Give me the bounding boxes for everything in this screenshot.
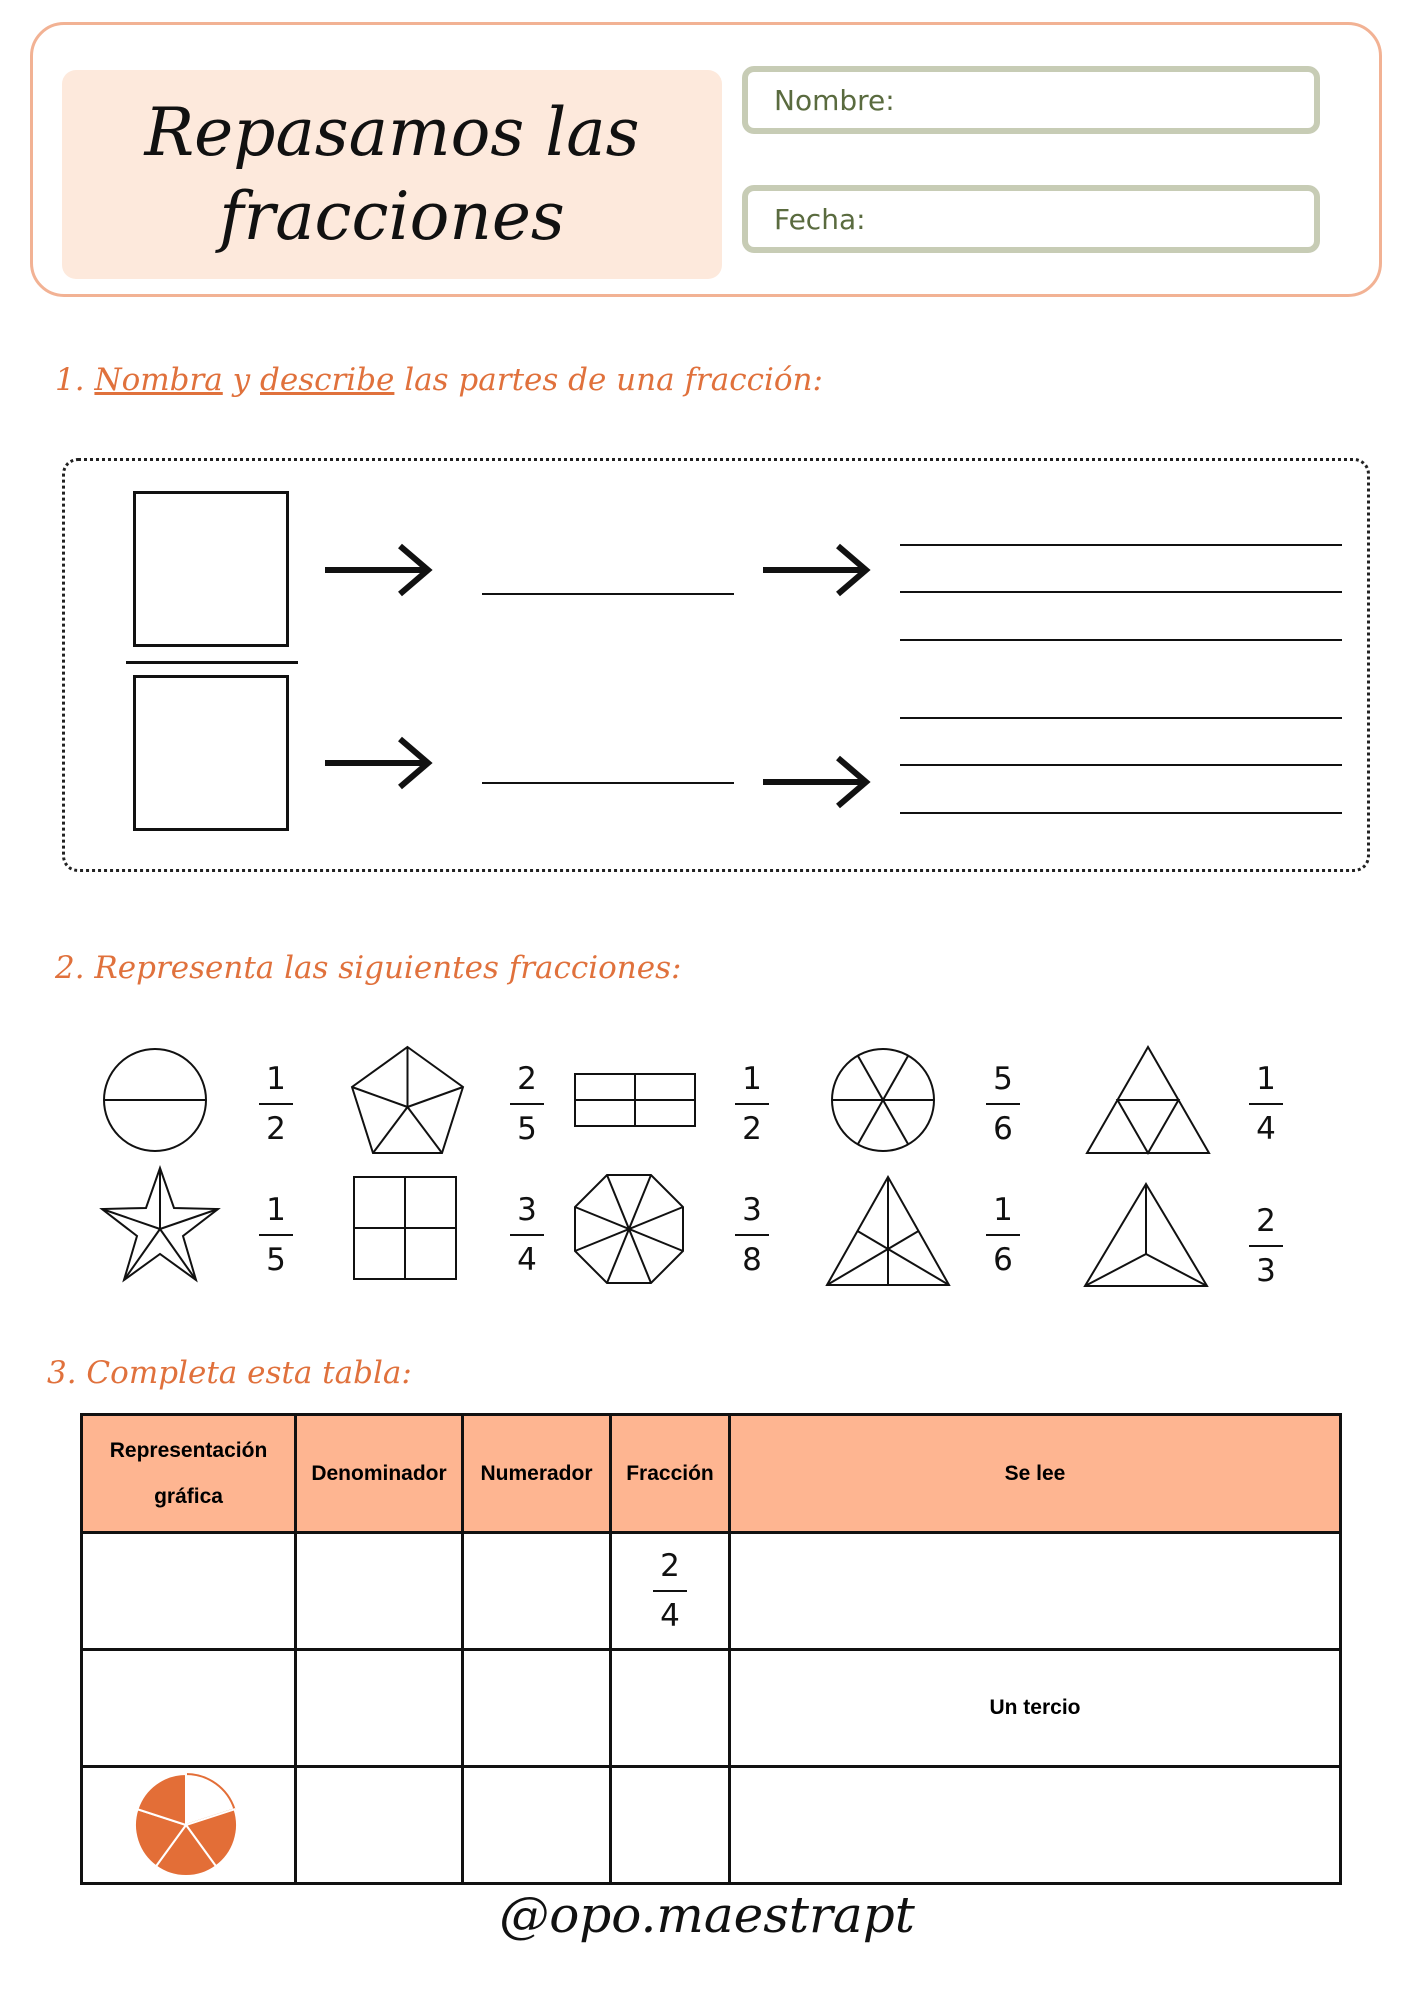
- title-line-1: Repasamos las: [144, 93, 640, 171]
- header-denominator: Denominador: [296, 1415, 463, 1533]
- fraction-label: 2 3: [1241, 1202, 1291, 1290]
- numerator-description-line[interactable]: [900, 544, 1342, 546]
- circle-sixths-shape[interactable]: [828, 1045, 938, 1155]
- triangle-quarters-shape[interactable]: [1085, 1045, 1211, 1155]
- octagon-eighths-shape[interactable]: [572, 1172, 686, 1286]
- section-1-number: 1.: [55, 362, 85, 398]
- section-1-title: [55, 362, 823, 398]
- circle-halves-shape[interactable]: [100, 1045, 210, 1155]
- arrow-icon: [758, 540, 878, 600]
- section-1-word-nombra: Nombra: [94, 362, 223, 398]
- denominator-name-line[interactable]: [482, 782, 734, 784]
- header-graphic-representation: Representación gráfica: [82, 1415, 296, 1533]
- numerator-description-line[interactable]: [900, 591, 1342, 593]
- arrow-icon: [320, 540, 440, 600]
- section-2-title: 2. Representa las siguientes fracciones:: [55, 950, 682, 986]
- title-line-2: fracciones: [219, 177, 565, 255]
- reading-text: Un tercio: [989, 1696, 1081, 1719]
- header-reading: Se lee: [730, 1415, 1341, 1533]
- fraction-bar: [126, 661, 298, 664]
- fraction-cell[interactable]: [611, 1650, 730, 1767]
- triangle-thirds-shape[interactable]: [1083, 1182, 1209, 1290]
- table-fraction: $\frac{2}{4}$: [645, 1547, 695, 1635]
- section-1-word-describe: describe: [260, 362, 395, 398]
- name-label: Nombre:: [774, 84, 895, 117]
- numerator-cell[interactable]: [463, 1650, 611, 1767]
- table-row: [82, 1767, 1341, 1884]
- denominator-description-line[interactable]: [900, 717, 1342, 719]
- fraction-label: 1 2: [251, 1060, 301, 1148]
- fraction-label: 1 2: [727, 1060, 777, 1148]
- name-field[interactable]: [742, 66, 1320, 134]
- triangle-sixths-shape[interactable]: [825, 1175, 951, 1287]
- graphic-cell: [82, 1767, 296, 1884]
- numerator-cell[interactable]: [463, 1767, 611, 1884]
- header-numerator: Numerador: [463, 1415, 611, 1533]
- graphic-cell[interactable]: [82, 1533, 296, 1650]
- reading-cell: [730, 1650, 1341, 1767]
- fraction-cell: [611, 1533, 730, 1650]
- square-quarters-shape[interactable]: [352, 1175, 458, 1281]
- numerator-cell[interactable]: [463, 1533, 611, 1650]
- pie-chart-fifths: [131, 1770, 241, 1880]
- fraction-label: 3 8: [727, 1191, 777, 1279]
- header-fraction: Fracción: [611, 1415, 730, 1533]
- fraction-label: 3 4: [502, 1191, 552, 1279]
- denominator-cell[interactable]: [296, 1533, 463, 1650]
- numerator-box[interactable]: [133, 491, 289, 647]
- fraction-label: 1 5: [251, 1191, 301, 1279]
- section-1-connector: y: [232, 362, 251, 398]
- denominator-cell[interactable]: [296, 1767, 463, 1884]
- denominator-description-line[interactable]: [900, 812, 1342, 814]
- denominator-box[interactable]: [133, 675, 289, 831]
- section-1-rest: las partes de una fracción:: [404, 362, 823, 398]
- worksheet-title: [62, 70, 722, 279]
- arrow-icon: [758, 752, 878, 812]
- rectangle-quarters-shape[interactable]: [573, 1072, 697, 1128]
- fraction-label: 1 4: [1241, 1060, 1291, 1148]
- numerator-name-line[interactable]: [482, 593, 734, 595]
- reading-cell[interactable]: [730, 1533, 1341, 1650]
- reading-cell[interactable]: [730, 1767, 1341, 1884]
- table-header-row: [82, 1415, 1341, 1533]
- numerator-description-line[interactable]: [900, 639, 1342, 641]
- fraction-cell[interactable]: [611, 1767, 730, 1884]
- date-field[interactable]: [742, 185, 1320, 253]
- fraction-label: 2 5: [502, 1060, 552, 1148]
- table-row: [82, 1650, 1341, 1767]
- graphic-cell[interactable]: [82, 1650, 296, 1767]
- fraction-table: [80, 1413, 1342, 1885]
- watermark-handle: @opo.maestrapt: [499, 1886, 915, 1944]
- pentagon-fifths-shape[interactable]: [350, 1045, 465, 1157]
- fraction-label: 5 6: [978, 1060, 1028, 1148]
- star-fifths-shape[interactable]: [97, 1165, 223, 1285]
- date-label: Fecha:: [774, 203, 866, 236]
- section-3-title: 3. Completa esta tabla:: [47, 1355, 412, 1391]
- arrow-icon: [320, 733, 440, 793]
- fraction-label: 1 6: [978, 1191, 1028, 1279]
- denominator-description-line[interactable]: [900, 764, 1342, 766]
- pie-slices: [135, 1774, 237, 1876]
- denominator-cell[interactable]: [296, 1650, 463, 1767]
- table-row: [82, 1533, 1341, 1650]
